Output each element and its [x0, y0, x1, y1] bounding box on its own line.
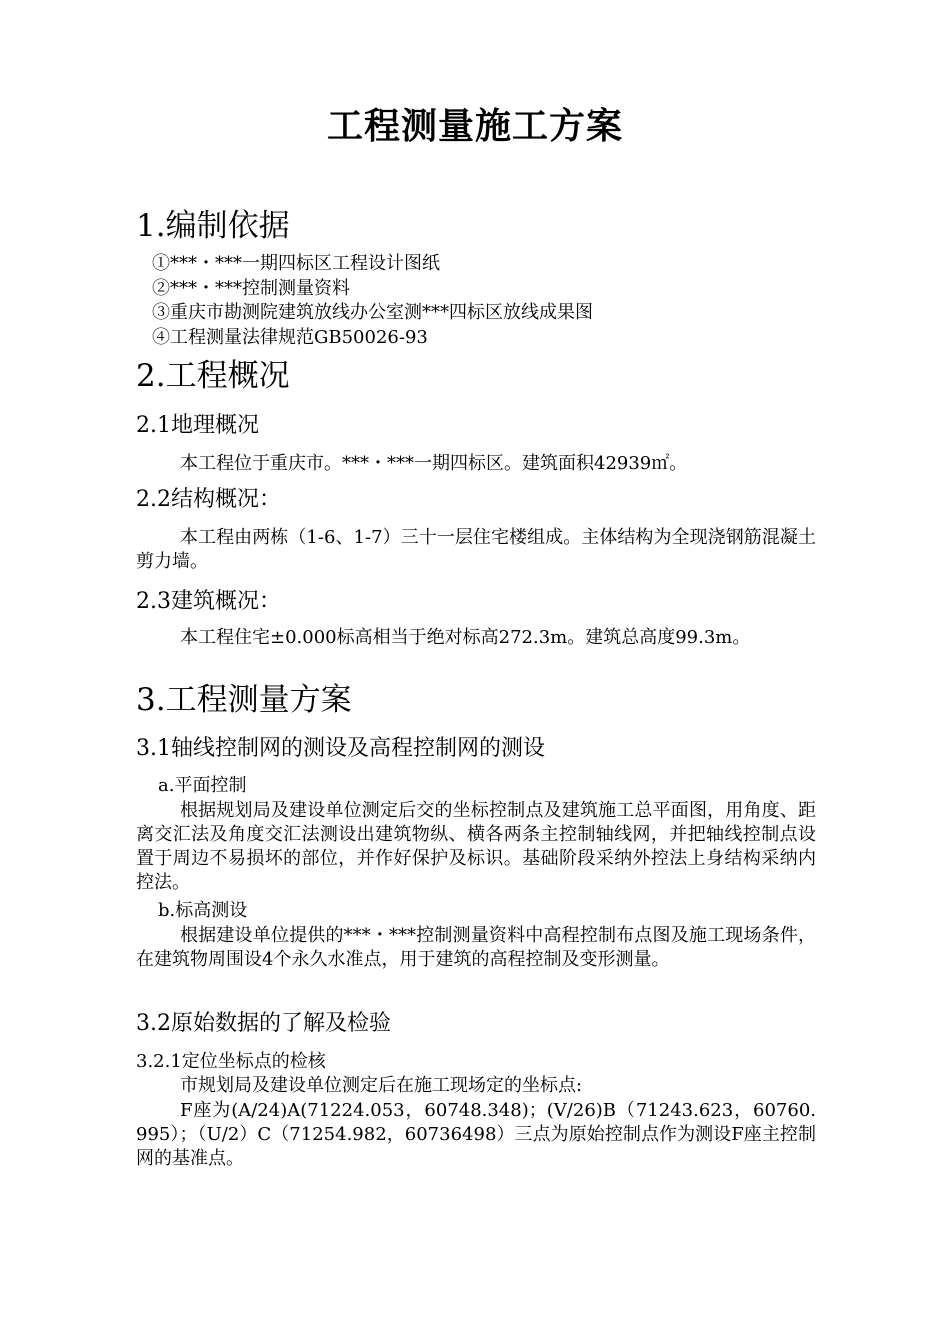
reference-item: ③重庆市勘测院建筑放线办公室测***四标区放线成果图 — [152, 302, 593, 323]
section-2-2-heading: 2.2结构概况： — [136, 487, 281, 512]
reference-item: ①***・***一期四标区工程设计图纸 — [152, 253, 440, 274]
section-3-1-heading: 3.1轴线控制网的测设及高程控制网的测设 — [136, 736, 545, 761]
elevation-label: b.标高测设 — [158, 900, 248, 921]
section-2-3-text: 本工程住宅±0.000标高相当于绝对标高272.3m。建筑总高度99.3m。 — [180, 627, 751, 648]
plane-control-label: a.平面控制 — [158, 775, 247, 796]
section-3-2-1-heading: 3.2.1定位坐标点的检核 — [136, 1051, 326, 1072]
section-2-2-text: 本工程由两栋（1-6、1-7）三十一层住宅楼组成。主体结构为全现浇钢筋混凝土剪力墙。 — [136, 527, 816, 572]
coordinate-text: F座为(A/24)A(71224.053，60748.348)；(V/26)B（71243.623，60760.995）；（U/2）C（71254.982，60736498）三点为原始控制点作为测设F座主控制网的基准点。 — [136, 1100, 816, 1169]
document-title: 工程测量施工方案 — [326, 106, 623, 147]
reference-item: ④工程测量法律规范GB50026-93 — [152, 326, 428, 348]
section-2-3-heading: 2.3建筑概况： — [136, 589, 281, 614]
coordinate-intro: 市规划局及建设单位测定后在施工现场定的坐标点: — [180, 1075, 583, 1096]
section-3-heading: 3.工程测量方案 — [136, 682, 352, 718]
plane-control-text: 根据规划局及建设单位测定后交的坐标控制点及建筑施工总平面图，用角度、距离交汇法及角度交汇法测设出建筑物纵、横各两条主控制轴线网，并把轴线控制点设置于周边不易损坏的部位，并作好保护及标识。基础阶段采纳外控法上身结构采纳内控法。 — [136, 800, 816, 893]
reference-item: ②***・***控制测量资料 — [152, 277, 350, 299]
section-2-1-heading: 2.1地理概况 — [136, 413, 259, 438]
reference-list — [152, 252, 593, 350]
section-2-1-text: 本工程位于重庆市。***・***一期四标区。建筑面积42939㎡。 — [180, 453, 688, 474]
elevation-text: 根据建设单位提供的***・***控制测量资料中高程控制布点图及施工现场条件，在建筑物周围设4个永久水准点，用于建筑的高程控制及变形测量。 — [136, 925, 816, 970]
section-1-heading: 1.编制依据 — [136, 208, 290, 244]
section-2-heading: 2.工程概况 — [136, 358, 290, 394]
section-3-2-heading: 3.2原始数据的了解及检验 — [136, 1011, 391, 1036]
